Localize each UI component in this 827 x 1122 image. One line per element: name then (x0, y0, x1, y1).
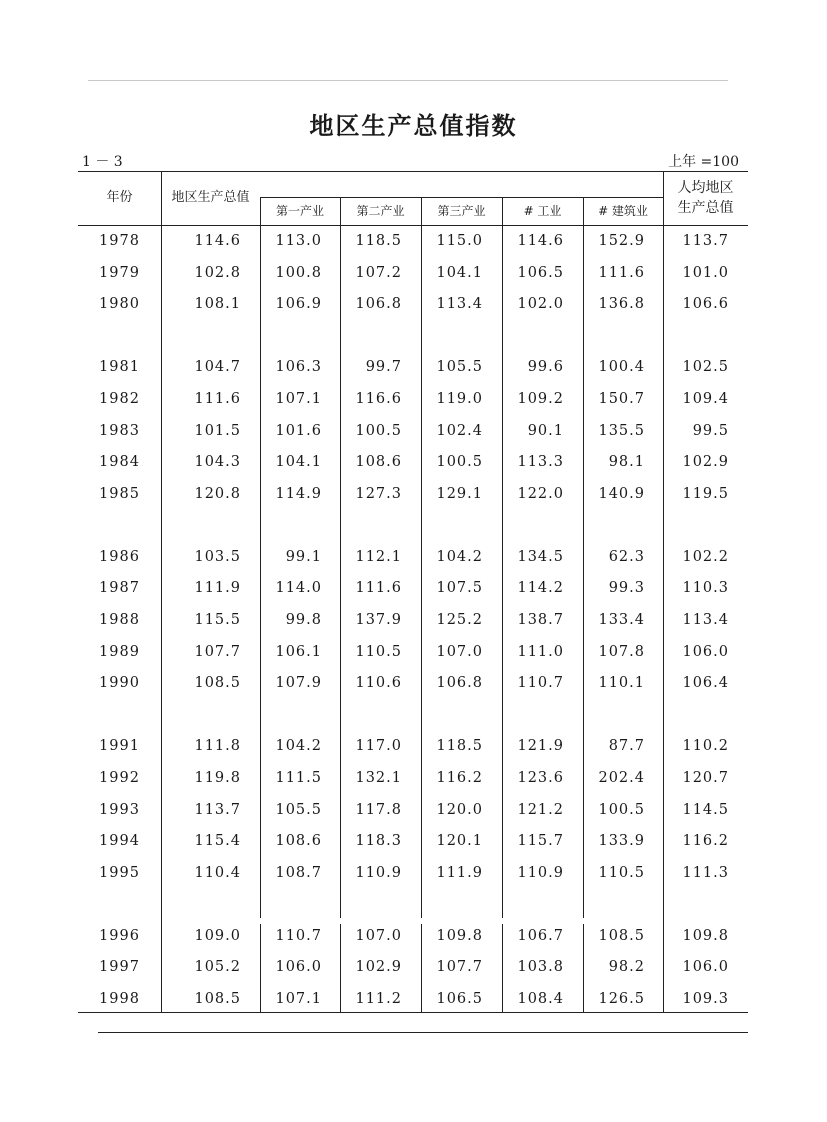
cell-industry: 110.7 (517, 675, 564, 692)
cell-industry: 99.6 (527, 359, 564, 376)
cell-tertiary: 109.8 (436, 927, 483, 944)
cell-secondary: 108.6 (355, 454, 402, 471)
cell-industry: 103.8 (517, 959, 564, 976)
base-note: 上年 =100 (668, 154, 739, 170)
cell-year: 1993 (99, 801, 140, 818)
cell-gdp: 119.8 (194, 769, 241, 786)
cell-primary: 108.7 (275, 864, 322, 881)
cell-tertiary: 120.0 (436, 801, 483, 818)
cell-industry: 90.1 (527, 422, 564, 439)
cell-industry: 123.6 (517, 769, 564, 786)
cell-year: 1998 (99, 991, 140, 1007)
cell-primary: 110.7 (275, 927, 322, 944)
cell-primary: 111.5 (275, 769, 322, 786)
cell-tertiary: 115.0 (436, 233, 483, 249)
cell-construction: 100.5 (598, 801, 645, 818)
cell-gdp: 108.1 (194, 296, 241, 313)
cell-primary: 106.0 (275, 959, 322, 976)
cell-gdp: 111.9 (194, 580, 241, 597)
cell-per-capita: 110.2 (682, 738, 729, 755)
cell-year: 1995 (99, 864, 140, 881)
cell-secondary: 118.5 (355, 233, 402, 249)
cell-gdp: 108.5 (194, 675, 241, 692)
cell-construction: 135.5 (598, 422, 645, 439)
cell-secondary: 107.2 (355, 264, 402, 281)
cell-industry: 108.4 (517, 991, 564, 1007)
cell-per-capita: 109.4 (682, 390, 729, 407)
cell-year: 1978 (99, 233, 140, 249)
cell-year: 1982 (99, 390, 140, 407)
cell-per-capita: 106.0 (682, 959, 729, 976)
cell-year: 1996 (99, 927, 140, 944)
cell-industry: 111.0 (517, 643, 564, 660)
cell-per-capita: 102.9 (682, 454, 729, 471)
cell-tertiary: 116.2 (436, 769, 483, 786)
header-year: 年份 (106, 190, 133, 205)
cell-construction: 87.7 (608, 738, 645, 755)
cell-gdp: 110.4 (194, 864, 241, 881)
header-bottom-rule (78, 225, 748, 226)
cell-construction: 99.3 (608, 580, 645, 597)
table-row (78, 641, 748, 663)
table-bottom-rule (78, 1012, 748, 1013)
cell-industry: 134.5 (517, 548, 564, 565)
cell-construction: 202.4 (598, 769, 645, 786)
cell-tertiary: 107.0 (436, 643, 483, 660)
table-row (78, 483, 748, 505)
table-row (78, 672, 748, 694)
table-row (78, 420, 748, 442)
cell-secondary: 111.6 (355, 580, 402, 597)
cell-year: 1992 (99, 769, 140, 786)
cell-tertiary: 104.2 (436, 548, 483, 565)
cell-construction: 140.9 (598, 485, 645, 502)
cell-secondary: 112.1 (355, 548, 402, 565)
table-row (78, 862, 748, 884)
cell-gdp: 101.5 (194, 422, 241, 439)
cell-year: 1981 (99, 359, 140, 376)
cell-primary: 114.0 (275, 580, 322, 597)
cell-gdp: 103.5 (194, 548, 241, 565)
cell-secondary: 132.1 (355, 769, 402, 786)
cell-secondary: 118.3 (355, 833, 402, 850)
cell-year: 1980 (99, 296, 140, 313)
cell-primary: 106.3 (275, 359, 322, 376)
cell-construction: 110.1 (598, 675, 645, 692)
page-top-rule (88, 80, 728, 81)
cell-per-capita: 111.3 (682, 864, 729, 881)
cell-primary: 101.6 (275, 422, 322, 439)
cell-construction: 111.6 (598, 264, 645, 281)
header-industry: # 工业 (523, 204, 562, 218)
cell-gdp: 120.8 (194, 485, 241, 502)
table-row (78, 609, 748, 631)
cell-year: 1983 (99, 422, 140, 439)
cell-construction: 62.3 (608, 548, 645, 565)
cell-primary: 114.9 (275, 485, 322, 502)
cell-secondary: 110.9 (355, 864, 402, 881)
table-row (78, 262, 748, 284)
cell-secondary: 110.5 (355, 643, 402, 660)
cell-primary: 99.1 (285, 548, 322, 565)
cell-secondary: 117.8 (355, 801, 402, 818)
page-bottom-rule (98, 1032, 748, 1033)
cell-industry: 121.9 (517, 738, 564, 755)
cell-per-capita: 101.0 (682, 264, 729, 281)
cell-primary: 106.9 (275, 296, 322, 313)
cell-tertiary: 106.8 (436, 675, 483, 692)
cell-per-capita: 109.8 (682, 927, 729, 944)
cell-secondary: 137.9 (355, 612, 402, 628)
header-tertiary: 第三产业 (437, 204, 486, 218)
table-top-rule (78, 171, 748, 172)
table-row (78, 735, 748, 757)
cell-tertiary: 105.5 (436, 359, 483, 376)
cell-tertiary: 104.1 (436, 264, 483, 281)
cell-per-capita: 113.4 (682, 612, 729, 628)
cell-industry: 106.7 (517, 927, 564, 944)
cell-primary: 99.8 (285, 612, 322, 628)
cell-industry: 138.7 (517, 612, 564, 628)
table-row (78, 767, 748, 789)
cell-secondary: 116.6 (355, 390, 402, 407)
cell-construction: 136.8 (598, 296, 645, 313)
cell-secondary: 111.2 (355, 991, 402, 1007)
cell-gdp: 114.6 (194, 233, 241, 249)
cell-per-capita: 106.4 (682, 675, 729, 692)
cell-gdp: 111.6 (194, 390, 241, 407)
cell-gdp: 104.7 (194, 359, 241, 376)
header-gdp: 地区生产总值 (171, 190, 250, 205)
cell-industry: 106.5 (517, 264, 564, 281)
cell-per-capita: 109.3 (682, 991, 729, 1007)
cell-gdp: 107.7 (194, 643, 241, 660)
header-secondary: 第二产业 (356, 204, 405, 218)
cell-secondary: 110.6 (355, 675, 402, 692)
cell-gdp: 115.4 (194, 833, 241, 850)
cell-primary: 106.1 (275, 643, 322, 660)
table-row (78, 230, 748, 252)
cell-gdp: 104.3 (194, 454, 241, 471)
cell-secondary: 107.0 (355, 927, 402, 944)
cell-per-capita: 102.5 (682, 359, 729, 376)
cell-year: 1985 (99, 485, 140, 502)
cell-year: 1988 (99, 612, 140, 628)
table-row (78, 956, 748, 978)
cell-gdp: 109.0 (194, 927, 241, 944)
cell-secondary: 127.3 (355, 485, 402, 502)
cell-tertiary: 119.0 (436, 390, 483, 407)
cell-secondary: 106.8 (355, 296, 402, 313)
cell-industry: 122.0 (517, 485, 564, 502)
table-row (78, 356, 748, 378)
header-per-capita-line2: 生产总值 (677, 200, 734, 216)
cell-year: 1986 (99, 548, 140, 565)
cell-tertiary: 111.9 (436, 864, 483, 881)
cell-primary: 108.6 (275, 833, 322, 850)
cell-tertiary: 107.5 (436, 580, 483, 597)
cell-tertiary: 129.1 (436, 485, 483, 502)
cell-construction: 100.4 (598, 359, 645, 376)
cell-year: 1984 (99, 454, 140, 471)
cell-primary: 104.2 (275, 738, 322, 755)
cell-primary: 107.1 (275, 991, 322, 1007)
cell-construction: 126.5 (598, 991, 645, 1007)
cell-primary: 100.8 (275, 264, 322, 281)
cell-gdp: 105.2 (194, 959, 241, 976)
table-number: 1 － 3 (82, 154, 123, 170)
cell-industry: 109.2 (517, 390, 564, 407)
table-row (78, 388, 748, 410)
cell-per-capita: 110.3 (682, 580, 729, 597)
cell-primary: 107.9 (275, 675, 322, 692)
cell-per-capita: 102.2 (682, 548, 729, 565)
cell-year: 1997 (99, 959, 140, 976)
table-row (78, 577, 748, 599)
cell-tertiary: 107.7 (436, 959, 483, 976)
table-row (78, 830, 748, 852)
cell-construction: 150.7 (598, 390, 645, 407)
cell-gdp: 108.5 (194, 991, 241, 1007)
cell-construction: 152.9 (598, 233, 645, 249)
cell-construction: 133.4 (598, 612, 645, 628)
cell-secondary: 100.5 (355, 422, 402, 439)
cell-year: 1991 (99, 738, 140, 755)
cell-primary: 113.0 (275, 233, 322, 249)
cell-gdp: 115.5 (194, 612, 241, 628)
cell-construction: 108.5 (598, 927, 645, 944)
cell-tertiary: 100.5 (436, 454, 483, 471)
cell-primary: 105.5 (275, 801, 322, 818)
cell-construction: 98.2 (608, 959, 645, 976)
cell-industry: 114.2 (517, 580, 564, 597)
cell-tertiary: 106.5 (436, 991, 483, 1007)
cell-construction: 110.5 (598, 864, 645, 881)
cell-tertiary: 113.4 (436, 296, 483, 313)
cell-primary: 104.1 (275, 454, 322, 471)
table-row (78, 451, 748, 473)
cell-gdp: 102.8 (194, 264, 241, 281)
cell-per-capita: 120.7 (682, 769, 729, 786)
cell-tertiary: 120.1 (436, 833, 483, 850)
cell-gdp: 113.7 (194, 801, 241, 818)
cell-industry: 121.2 (517, 801, 564, 818)
cell-year: 1989 (99, 643, 140, 660)
cell-year: 1987 (99, 580, 140, 597)
cell-construction: 133.9 (598, 833, 645, 850)
cell-construction: 107.8 (598, 643, 645, 660)
header-primary: 第一产业 (275, 204, 324, 218)
header-construction: # 建筑业 (598, 204, 648, 218)
cell-per-capita: 114.5 (682, 801, 729, 818)
table-row (78, 988, 748, 1010)
cell-year: 1994 (99, 833, 140, 850)
cell-industry: 110.9 (517, 864, 564, 881)
cell-tertiary: 118.5 (436, 738, 483, 755)
cell-primary: 107.1 (275, 390, 322, 407)
cell-gdp: 111.8 (194, 738, 241, 755)
cell-per-capita: 113.7 (682, 233, 729, 249)
cell-per-capita: 119.5 (682, 485, 729, 502)
cell-per-capita: 99.5 (692, 422, 729, 439)
table-row (78, 293, 748, 315)
cell-industry: 114.6 (517, 233, 564, 249)
table-row (78, 546, 748, 568)
cell-industry: 115.7 (517, 833, 564, 850)
cell-tertiary: 125.2 (436, 612, 483, 628)
cell-industry: 102.0 (517, 296, 564, 313)
cell-secondary: 99.7 (365, 359, 402, 376)
cell-per-capita: 116.2 (682, 833, 729, 850)
cell-secondary: 102.9 (355, 959, 402, 976)
cell-construction: 98.1 (608, 454, 645, 471)
table-row (78, 925, 748, 947)
cell-tertiary: 102.4 (436, 422, 483, 439)
header-per-capita-line1: 人均地区 (677, 180, 734, 196)
table-row (78, 799, 748, 821)
cell-year: 1990 (99, 675, 140, 692)
cell-per-capita: 106.6 (682, 296, 729, 313)
page-title: 地区生产总值指数 (309, 112, 518, 140)
cell-industry: 113.3 (517, 454, 564, 471)
cell-per-capita: 106.0 (682, 643, 729, 660)
cell-secondary: 117.0 (355, 738, 402, 755)
cell-year: 1979 (99, 264, 140, 281)
